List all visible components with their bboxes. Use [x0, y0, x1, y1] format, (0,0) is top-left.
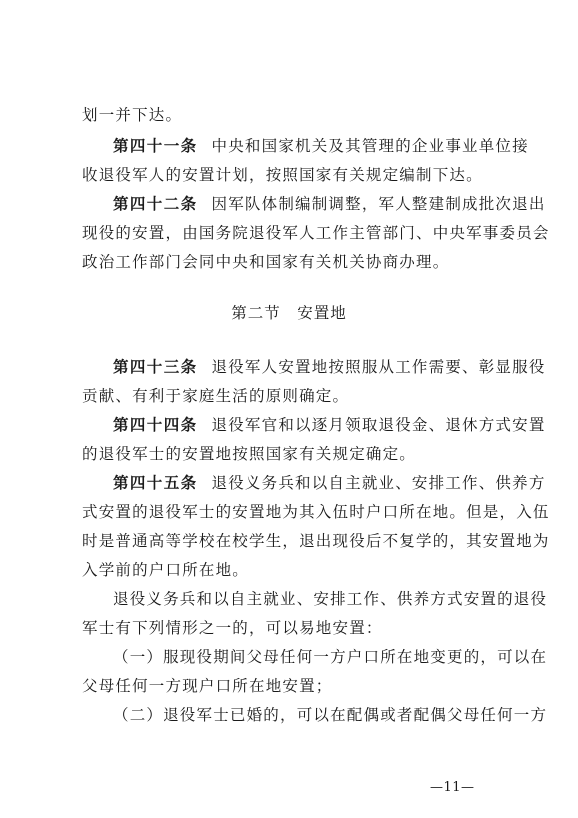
article-42-line-1 [113, 193, 546, 215]
article-45-line-4: 入学前的户口所在地。 [82, 561, 250, 579]
article-44-line-1 [113, 414, 546, 436]
article-45-line-1 [113, 472, 546, 494]
list-item-1-line-2: 父母任何一方现户口所在地安置； [82, 677, 333, 695]
article-41-line-1 [113, 135, 529, 157]
article-43-title: 第四十三条 [113, 357, 198, 376]
article-43-line-2: 贡献、有利于家庭生活的原则确定。 [82, 387, 350, 405]
article-45-line-3: 时是普通高等学校在校学生，退出现役后不复学的，其安置地为 [82, 532, 550, 550]
article-44-line-2: 的退役军士的安置地按照国家有关规定确定。 [82, 445, 417, 463]
article-41-line-2: 收退役军人的安置计划，按照国家有关规定编制下达。 [82, 166, 483, 184]
article-43-line-1 [113, 356, 546, 378]
paragraph-line-1: 退役义务兵和以自主就业、安排工作、供养方式安置的退役 [113, 590, 548, 608]
text-line: 划一并下达。 [82, 106, 183, 124]
article-41-text: 中央和国家机关及其管理的企业事业单位接 [211, 137, 529, 155]
article-45-line-2: 式安置的退役军士的安置地为其入伍时户口所在地。但是，入伍 [82, 503, 550, 521]
section-heading: 第二节 安置地 [231, 304, 347, 322]
article-42-line-2: 现役的安置，由国务院退役军人工作主管部门、中央军事委员会 [82, 224, 550, 242]
page-number: —11— [430, 780, 475, 795]
article-42-line-3: 政治工作部门会同中央和国家有关机关协商办理。 [82, 253, 450, 271]
list-item-2-line-1: （二）退役军士已婚的，可以在配偶或者配偶父母任何一方 [113, 706, 548, 724]
list-item-1-line-1: （一）服现役期间父母任何一方户口所在地变更的，可以在 [113, 648, 548, 666]
article-44-text: 退役军官和以逐月领取退役金、退休方式安置 [211, 416, 546, 434]
article-45-title: 第四十五条 [113, 473, 198, 492]
article-44-title: 第四十四条 [113, 415, 198, 434]
article-41-title: 第四十一条 [113, 136, 198, 155]
paragraph-line-2: 军士有下列情形之一的，可以易地安置： [82, 619, 383, 637]
article-42-text: 因军队体制编制调整，军人整建制成批次退出 [211, 195, 546, 213]
article-45-text: 退役义务兵和以自主就业、安排工作、供养方 [211, 474, 546, 492]
article-42-title: 第四十二条 [113, 194, 198, 213]
article-43-text: 退役军人安置地按照服从工作需要、彰显服役 [211, 358, 546, 376]
